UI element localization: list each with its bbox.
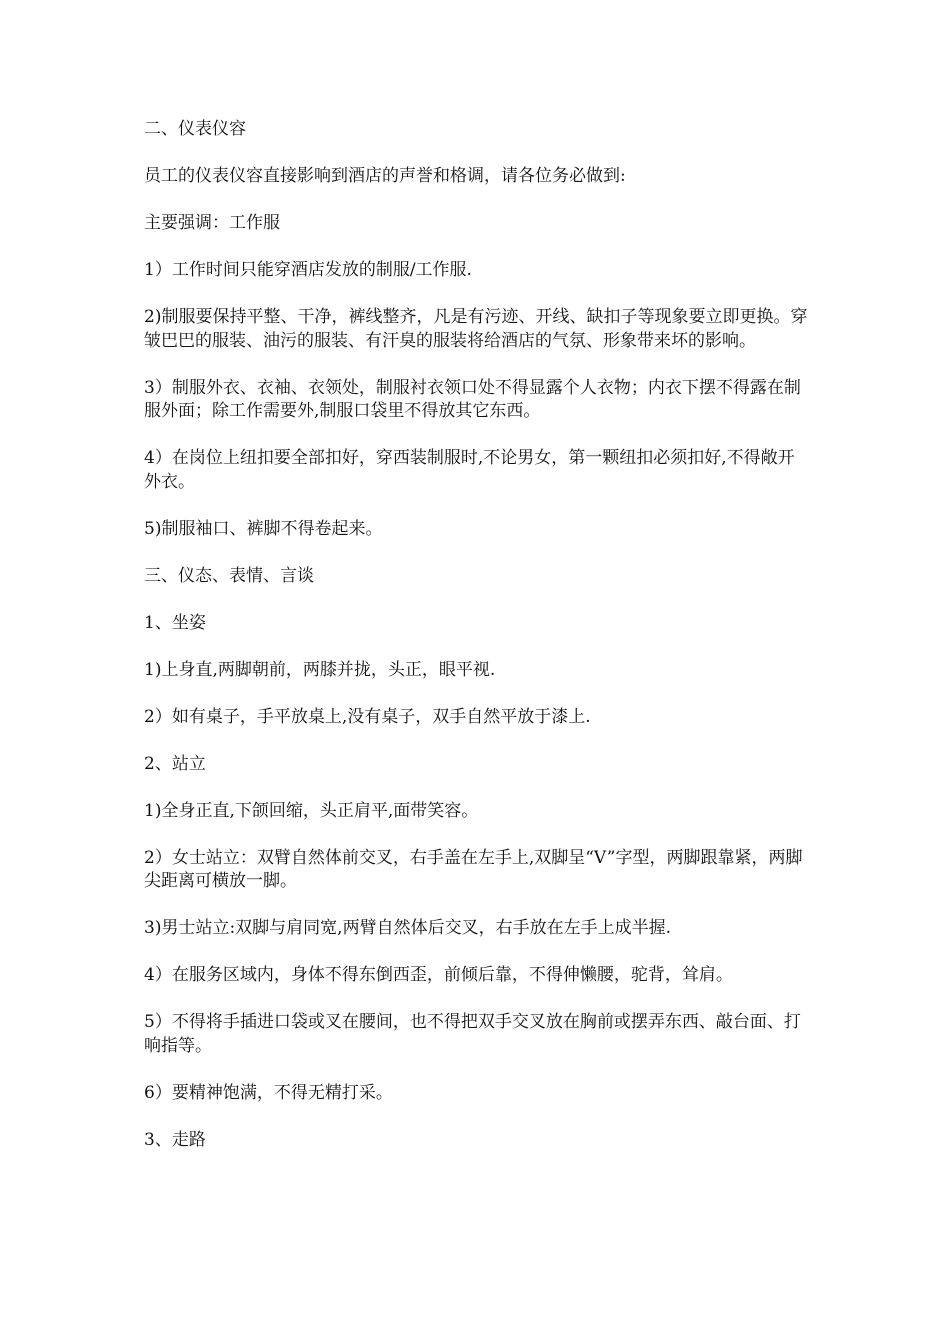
subheading-walking: 3、走路 xyxy=(144,1129,206,1150)
subheading-standing: 2、站立 xyxy=(144,753,206,774)
paragraph-emphasis: 主要强调：工作服 xyxy=(144,213,280,233)
section-heading-appearance: 二、仪表仪容 xyxy=(144,119,246,139)
subheading-sitting: 1、坐姿 xyxy=(144,612,206,633)
list-item-uniform-5: 5)制服袖口、裤脚不得卷起来。 xyxy=(144,518,383,539)
list-item-uniform-1: 1）工作时间只能穿酒店发放的制服/工作服. xyxy=(144,260,472,280)
paragraph-intro: 员工的仪表仪容直接影响到酒店的声誉和格调，请各位务必做到: xyxy=(144,166,626,186)
list-item-standing-2: 2）女士站立：双臂自然体前交叉，右手盖在左手上,双脚呈“V”字型，两脚跟靠紧，两脚尖距离可横放一脚。 xyxy=(144,847,803,891)
section-heading-manner: 三、仪态、表情、言谈 xyxy=(144,565,314,586)
list-item-standing-5: 5）不得将手插进口袋或叉在腰间，也不得把双手交叉放在胸前或摆弄东西、敲台面、打响指等。 xyxy=(144,1012,801,1056)
list-item-uniform-3: 3）制服外衣、衣袖、衣领处，制服衬衣领口处不得显露个人衣物；内衣下摆不得露在制服外面；除工作需要外,制服口袋里不得放其它东西。 xyxy=(144,377,801,421)
list-item-standing-6: 6）要精神饱满，不得无精打采。 xyxy=(144,1082,393,1103)
list-item-standing-3: 3)男士站立:双脚与肩同宽,两臂自然体后交叉，右手放在左手上成半握. xyxy=(144,918,671,938)
list-item-sitting-2: 2）如有桌子，手平放桌上,没有桌子，双手自然平放于漆上. xyxy=(144,706,591,727)
list-item-uniform-2: 2)制服要保持平整、干净，裤线整齐，凡是有污迹、开线、缺扣子等现象要立即更换。穿皱巴巴的服装、油污的服装、有汗臭的服装将给酒店的气氛、形象带来坏的影响。 xyxy=(144,307,808,351)
list-item-uniform-4: 4）在岗位上纽扣要全部扣好，穿西装制服时,不论男女，第一颗纽扣必须扣好,不得敞开外衣。 xyxy=(144,448,795,492)
list-item-standing-4: 4）在服务区域内，身体不得东倒西歪，前倾后靠，不得伸懒腰，驼背，耸肩。 xyxy=(144,965,733,985)
list-item-standing-1: 1)全身正直,下颌回缩，头正肩平,面带笑容。 xyxy=(144,800,479,821)
document-body xyxy=(144,118,808,1176)
list-item-sitting-1: 1)上身直,两脚朝前，两膝并拢，头正，眼平视. xyxy=(144,659,496,680)
